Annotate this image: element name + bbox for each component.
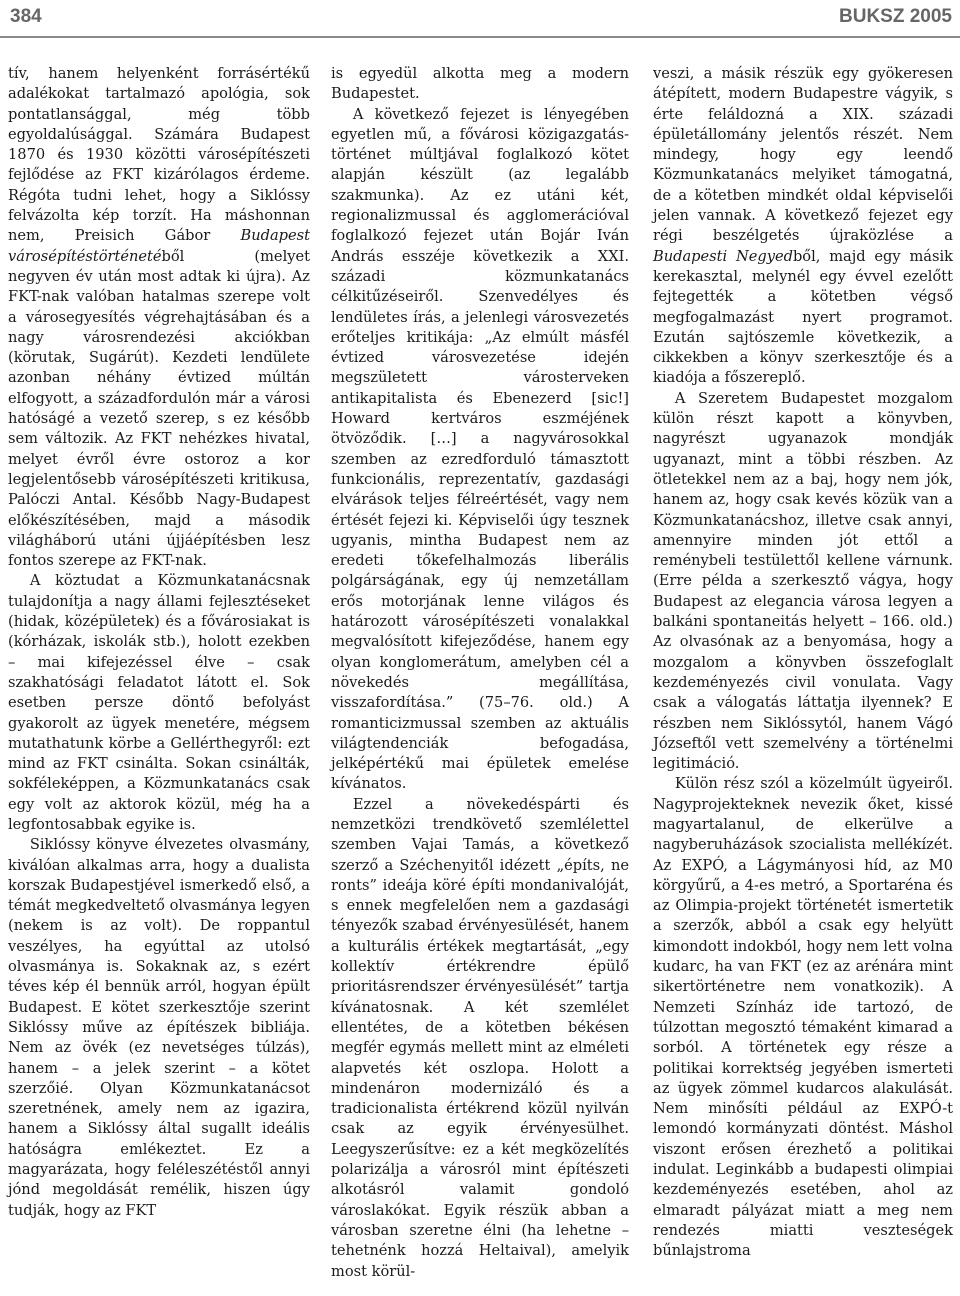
paragraph	[653, 64, 953, 389]
paragraph	[331, 105, 629, 795]
text-run: A következő fejezet is lényegében egyetlen mű, a fővárosi közigazgatás-történet múltjával foglalkozó kötet alapján készült (az legalább szakmunka). Az ez utáni két, regionalizmussal és agglomerációval foglalkozó fejezet után Bojár Iván András esszéje következik a XXI. századi közmunkatanács célkitűzéseiről. Szenvedélyes és lendületes írás, a jelenlegi városvezetés erőteljes kritikája: „Az elmúlt másfél évtized városvezetése idején megszületett városterveken antikapitalista és Ebenezerd [sic!] Howard kertváros eszméjének ötvöződik. […] a nagyvárosokkal szemben az ezredforduló támasztott funkcionális, reprezentatív, gazdasági elvárások teljes félreértését, vagy nem értését fejezi ki. Képviselői úgy tesznek ugyanis, mintha Budapest nem az eredeti tőkefelhalmozás liberális polgárságának, egy új nemzetállam erős motorjának lenne világos és határozott városépítészeti vonalakkal megvalósított kifejeződése, hanem egy olyan konglomerátum, amelyben cél a növekedés megállítása, visszafordítása.” (75–76. old.) A romanticizmussal szemben az aktuális világtendenciák befogadása, jelképértékű mai épületek emelése kívánatos.	[331, 105, 629, 793]
page-header	[0, 0, 960, 38]
text-run: veszi, a másik részük egy gyökeresen átépített, modern Budapestre vágyik, s érte feláldozná a XIX. századi épületállomány jelentős részét. Nem mindegy, hogy egy leendő Közmunkatanács melyiket támogatná, de a kötetben mindkét oldal képviselői jelen vannak. A következő fejezet egy régi beszélgetés újraközlése a	[653, 65, 953, 245]
text-run: is egyedül alkotta meg a modern Budapestet.	[331, 65, 629, 103]
italic-title: Budapesti Negyed	[653, 247, 793, 265]
paragraph	[331, 64, 629, 105]
paragraph	[8, 571, 310, 835]
text-column-3	[653, 64, 953, 1262]
text-run: Ezzel a növekedéspárti és nemzetközi trendkövető szemlélettel szemben Vajai Tamás, a következő szerző a Széchenyitől idézett „építs, ne ronts” ideája köré építi mondanivalóját, s ennek megfelelően nem a gazdasági tényezők szabad érvényesülését, hanem a kulturális értékek megtartását, „egy kollektív értékrendre épülő prioritásrendszer érvényesülését” tartja kívánatosnak. A két szemlélet ellentétes, de a kötetben békésen megfér egymás mellett mint az elméleti alapvetés két oszlopa. Holott a mindenáron modernizáló és a tradicionalista értékrend közül nyilván csak az egyik érvényesülhet. Leegyszerűsítve: ez a két megközelítés polarizálja a városról mint építészeti alkotásról valamit gondoló városlakókat. Egyik részük abban a városban szeretne élni (ha lehetne – tehetnénk hozzá Heltaival), amelyik most körül-	[331, 795, 629, 1280]
text-run: tív, hanem helyenként forrásértékű adalékokat tartalmazó apológia, sok pontatlansággal, még több egyoldalúsággal. Számára Budapest 1870 és 1930 közötti városépítészeti fejlődése az FKT kizárólagos érdeme. Régóta tudni lehet, hogy a Siklóssy felvázolta kép torzít. Ha máshonnan nem, Preisich Gábor	[8, 65, 310, 245]
text-run: Külön rész szól a közelmúlt ügyeiről. Nagyprojekteknek nevezik őket, kissé magyartalanul, de elkerülve a nagyberuházások szocialista mellékízét. Az EXPÓ, a Lágymányosi híd, az M0 körgyűrű, a 4-es metró, a Sportaréna és az Olimpia-projekt történetét ismertetik a szerzők, abból a csak egy helyütt kimondott indokból, hogy nem lett volna kudarc, ha van FKT (ez az arénára mint sikertörténetre nem vonatkozik). A Nemzeti Színház ide tartozó, de túlzottan megosztó témaként kimarad a sorból. A történetek egy része a politikai korrektség jegyében ismerteti az ügyek zömmel kudarcos alakulását. Nem minősíti például az EXPÓ-t lemondó kormányzati döntést. Máshol viszont erősen érezhető a politikai indulat. Leginkább a budapesti olimpiai kezdeményezés esetében, ahol az elmaradt pályázat miatt a meg nem rendezés miatti veszteségek bűnlajstroma	[653, 775, 953, 1260]
paragraph	[8, 64, 310, 571]
paragraph	[653, 389, 953, 775]
page-number: 384	[10, 6, 42, 27]
paragraph	[653, 774, 953, 1261]
text-run: A köztudat a Közmunkatanácsnak tulajdonítja a nagy állami fejlesztéseket (hidak, középületek) és a fővárosiakat is (kórházak, iskolák stb.), holott ezekben – mai kifejezéssel élve – csak szakhatósági feladatot látott el. Sok esetben persze döntő befolyást gyakorolt az ügyek menetére, mégsem mutathatunk körbe a Gellérthegyről: ezt mind az FKT csinálta. Sokan csinálták, sokféleképpen, a Közmunkatanács csak egy volt az aktorok közül, még ha a legfontosabbak egyike is.	[8, 572, 310, 833]
text-run: ből, majd egy másik kerekasztal, melynél egy évvel ezelőtt fejtegették a kötetben végső megfogalmazást nyert programot. Ezután sajtószemle következik, a cikkekben a könyv szerkesztője és a kiadója a főszereplő.	[653, 247, 953, 387]
text-run: ből (melyet negyven év után most adtak ki újra). Az FKT-nak valóban hatalmas szerepe volt a városegyesítés végrehajtásában és a nagy városrendezési akciókban (körutak, Sugárút). Kezdeti lendülete azonban néhány évtized múltán elfogyott, a századfordulón már a városi hatóságé a vezető szerep, s ez később sem változik. Az FKT nehézkes hivatal, melyet évről évre ostoroz a kor legjelentősebb városépítészeti kritikusa, Palóczi Antal. Később Nagy-Budapest előkészítésében, majd a második világháború utáni újjáépítésben lesz fontos szerepe az FKT-nak.	[8, 247, 310, 570]
text-column-2	[331, 64, 629, 1282]
text-column-1	[8, 64, 310, 1221]
journal-name: BUKSZ 2005	[839, 6, 952, 27]
text-run: Siklóssy könyve élvezetes olvasmány, kiválóan alkalmas arra, hogy a dualista korszak Budapestjével ismerkedő első, a témát megkedveltető olvasmánya legyen (nekem is az volt). De roppantul veszélyes, ha egyúttal az utolsó olvasmánya is. Sokaknak az, s ezért téves kép él bennük arról, hogyan épült Budapest. E kötet szerkesztője szerint Siklóssy műve az építészek bibliája. Nem az övék (ez nevetséges túlzás), hanem – a jelek szerint – a kötet szerzőié. Olyan Közmunkatanácsot szeretnének, amely nem az igazira, hanem a Siklóssy által sugallt ideális hatóságra emlékeztet. Ez a magyarázata, hogy feléleszétéstől annyi jónd megoldását remélik, hiszen úgy tudják, hogy az FKT	[8, 836, 310, 1219]
italic-title: Budapest városépítéstörténeté	[8, 227, 310, 265]
text-run: A Szeretem Budapestet mozgalom külön részt kapott a könyvben, nagyrészt ugyanazok mondják ugyanazt, mint a többi részben. Az ötletekkel nem az a baj, hogy nem jók, hanem az, hogy csak kevés közük van a Közmunkatanácshoz, illetve csak annyi, amennyire minden jót ettől a reménybeli testülettől kellene várnunk. (Erre példa a szerkesztő vágya, hogy Budapest az elegancia városa legyen a balkáni spontaneitás helyett – 166. old.) Az olvasónak az a benyomása, hogy a mozgalom a könyvben összefoglalt kezdeményezés civil vonulata. Vagy csak a válogatás láttatja ilyennek? E részben nem Siklóssytól, hanem Vágó Józseftől vett szemelvény a történelmi legitimáció.	[653, 389, 953, 773]
paragraph	[331, 795, 629, 1282]
paragraph	[8, 835, 310, 1221]
